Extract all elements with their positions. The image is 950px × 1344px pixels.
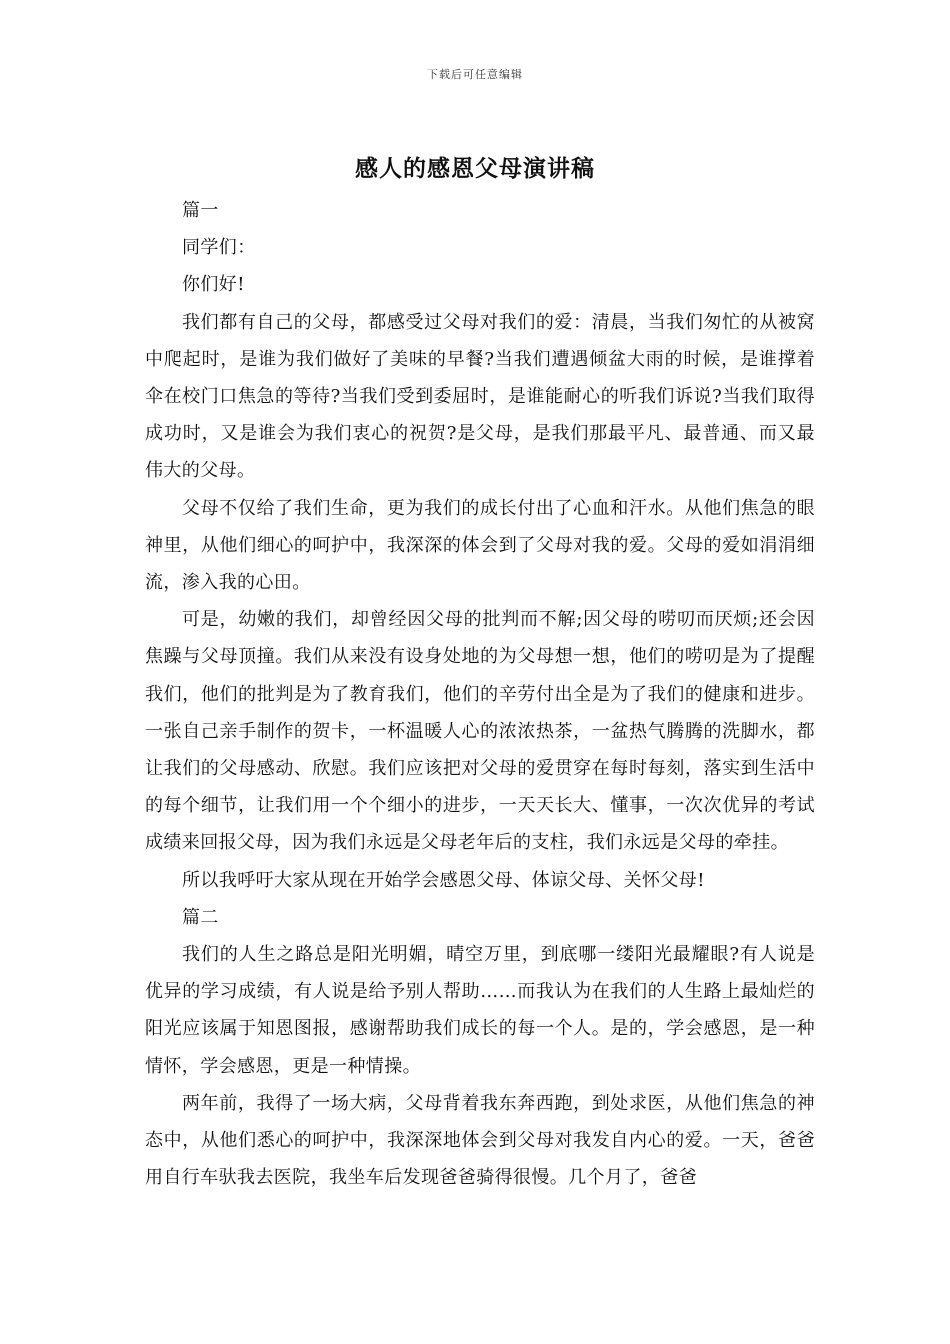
document-body (145, 192, 815, 1196)
section-heading: 篇一 (182, 200, 219, 221)
paragraph: 我们的人生之路总是阳光明媚，晴空万里，到底哪一缕阳光最耀眼?有人说是优异的学习成绩，有人说是给予别人帮助……而我认为在我们的人生路上最灿烂的阳光应该属于知恩图报，感谢帮助我们成长的每一个人。是的，学会感恩，是一种情怀，学会感恩，更是一种情操。 (145, 944, 815, 1077)
paragraph: 两年前，我得了一场大病，父母背着我东奔西跑，到处求医，从他们焦急的神态中，从他们悉心的呵护中，我深深地体会到父母对我发自内心的爱。一天，爸爸用自行车驮我去医院，我坐车后发现爸爸骑得很慢。几个月了，爸爸 (145, 1092, 815, 1189)
header-note: 下载后可任意编辑 (427, 68, 523, 81)
paragraph: 所以我呼吁大家从现在开始学会感恩父母、体谅父母、关怀父母! (182, 869, 705, 891)
paragraph: 父母不仅给了我们生命，更为我们的成长付出了心血和汗水。从他们焦急的眼神里，从他们细心的呵护中，我深深的体会到了父母对我的爱。父母的爱如涓涓细流，渗入我的心田。 (145, 497, 815, 594)
section-heading: 篇二 (182, 906, 219, 928)
document-title: 感人的感恩父母演讲稿 (355, 155, 595, 182)
paragraph: 我们都有自己的父母，都感受过父母对我们的爱：清晨，当我们匆忙的从被窝中爬起时，是谁为我们做好了美味的早餐?当我们遭遇倾盆大雨的时候，是谁撑着伞在校门口焦急的等待?当我们受到委屈时，是谁能耐心的听我们诉说?当我们取得成功时，又是谁会为我们衷心的祝贺?是父母，是我们那最平凡、最普通、而又最伟大的父母。 (145, 311, 815, 482)
greeting: 你们好! (182, 274, 245, 296)
salutation: 同学们： (182, 237, 256, 259)
paragraph: 可是，幼嫩的我们，却曾经因父母的批判而不解;因父母的唠叨而厌烦;还会因焦躁与父母顶撞。我们从来没有设身处地的为父母想一想，他们的唠叨是为了提醒我们，他们的批判是为了教育我们，他们的辛劳付出全是为了我们的健康和进步。一张自己亲手制作的贺卡，一杯温暖人心的浓浓热茶，一盆热气腾腾的洗脚水，都让我们的父母感动、欣慰。我们应该把对父母的爱贯穿在每时每刻，落实到生活中的每个细节，让我们用一个个细小的进步，一天天长大、懂事，一次次优异的考试成绩来回报父母，因为我们永远是父母老年后的支柱，我们永远是父母的牵挂。 (145, 609, 815, 854)
